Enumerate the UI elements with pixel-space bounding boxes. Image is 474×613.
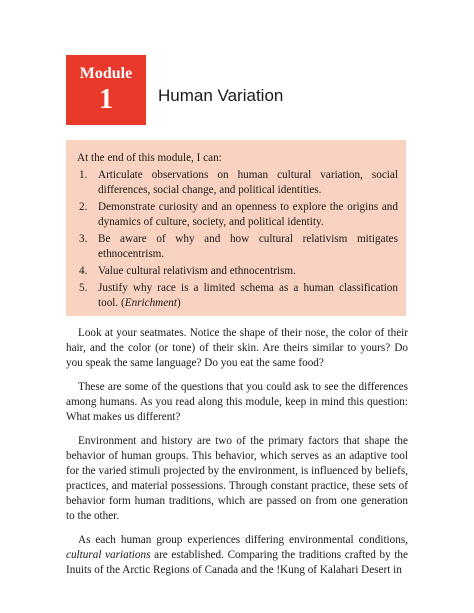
objective-text: Demonstrate curiosity and an openness to explore the origins and dynamics of culture, society, and political identity.: [98, 201, 398, 228]
objective-item: [77, 200, 398, 230]
paragraph-1: Look at your seatmates. Notice the shape of their nose, the color of their hair, and the color (or tone) of their skin. Are theirs similar to yours? Do you speak the same language? Do you eat the same food?: [66, 327, 408, 369]
objectives-intro: At the end of this module, I can:: [77, 152, 222, 164]
paragraph-3: Environment and history are two of the primary factors that shape the behavior of human groups. This behavior, which serves as an adaptive tool for the varied stimuli projected by the environment, is influenced by beliefs, practices, and material possessions. Through constant practice, these sets of behavior form human traditions, which are passed on from one generation to the other.: [66, 435, 408, 522]
objective-number: 2.: [79, 201, 88, 213]
objective-text-close: ): [176, 297, 181, 309]
objective-text: Be aware of why and how cultural relativism mitigates ethnocentrism.: [98, 233, 398, 260]
body-text: [66, 326, 408, 587]
objective-number: 3.: [79, 233, 88, 245]
cultural-variations-term: cultural variations: [66, 549, 151, 561]
module-number: 1: [99, 84, 113, 115]
objective-item: [77, 168, 398, 198]
objective-text: [98, 281, 398, 311]
objective-number: 1.: [79, 169, 88, 181]
objective-number: 4.: [79, 265, 88, 277]
objective-item: [77, 281, 398, 311]
paragraph-4: [66, 533, 408, 578]
objective-text: Value cultural relativism and ethnocentrism.: [98, 265, 296, 277]
objective-text-main: Justify why race is a limited schema as a human classification tool. (: [98, 282, 398, 309]
objective-number: 5.: [79, 282, 88, 294]
objectives-list: [77, 168, 398, 311]
paragraph-4-start: As each human group experiences differing environmental conditions,: [78, 534, 408, 546]
objective-item: [77, 264, 398, 279]
paragraph-4-end: are established. Comparing the traditions crafted by the Inuits of the Arctic Regions of Canada and the !Kung of Kalahari Desert in: [66, 549, 408, 576]
objective-text: Articulate observations on human cultural variation, social differences, social change, and political identities.: [98, 169, 398, 196]
paragraph-2: These are some of the questions that you could ask to see the differences among humans. As you read along this module, keep in mind this question: What makes us different?: [66, 381, 408, 423]
enrichment-tag: Enrichment: [124, 297, 177, 309]
learning-objectives-box: [66, 140, 406, 316]
module-badge: [66, 55, 146, 125]
page-title: Human Variation: [158, 86, 284, 105]
module-label: Module: [79, 65, 133, 82]
objective-item: [77, 232, 398, 262]
